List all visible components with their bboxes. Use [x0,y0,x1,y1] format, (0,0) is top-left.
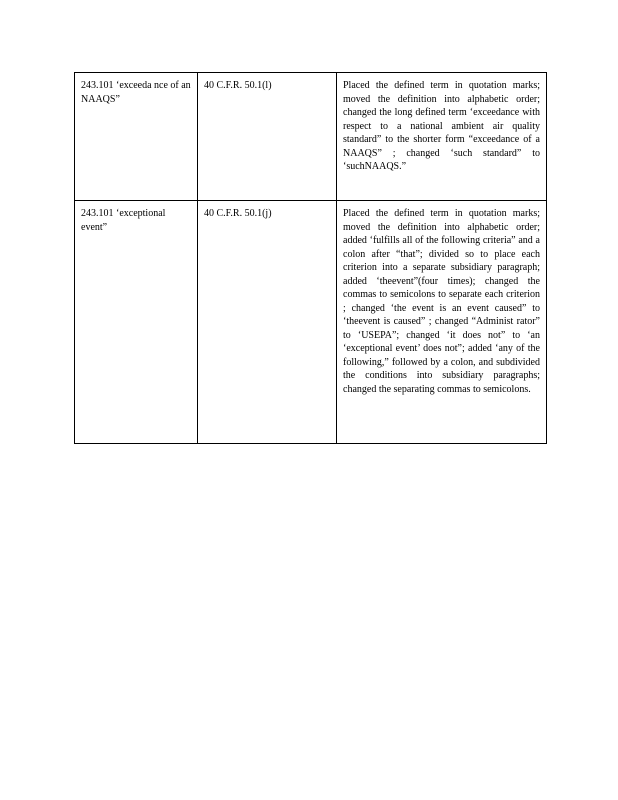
description-cell: Placed the defined term in quotation marks; moved the definition into alphabetic order; added ‘fulfills all of the following criteria” and a colon after “that”; divided so to place each criterion into a separate subsidiary paragraph; added ‘theevent”(four times); changed the commas to semicolons to separate each criterion ; changed ‘the event is an event caused” to ‘theevent is caused” ; changed “Administ rator” to ‘USEPA”; changed ‘it does not” to ‘an ‘exceptional event’ does not”; added ‘any of the following,” followed by a colon, and subdivided the conditions into subsidiary paragraphs; changed the separating commas to semicolons. [337,201,547,444]
table-row [75,73,547,201]
source-cell: 40 C.F.R. 50.1(j) [198,201,337,444]
section-cell: 243.101 ‘exceptional event” [75,201,198,444]
section-cell: 243.101 ‘exceeda nce of an NAAQS” [75,73,198,201]
table-row [75,201,547,444]
description-cell: Placed the defined term in quotation marks; moved the definition into alphabetic order; changed the long defined term ‘exceedance with respect to a national ambient air quality standard” to the shorter form “exceedance of a NAAQS” ; changed ‘such standard” to ‘suchNAAQS.” [337,73,547,201]
source-cell: 40 C.F.R. 50.1(l) [198,73,337,201]
amendment-table [74,72,547,444]
